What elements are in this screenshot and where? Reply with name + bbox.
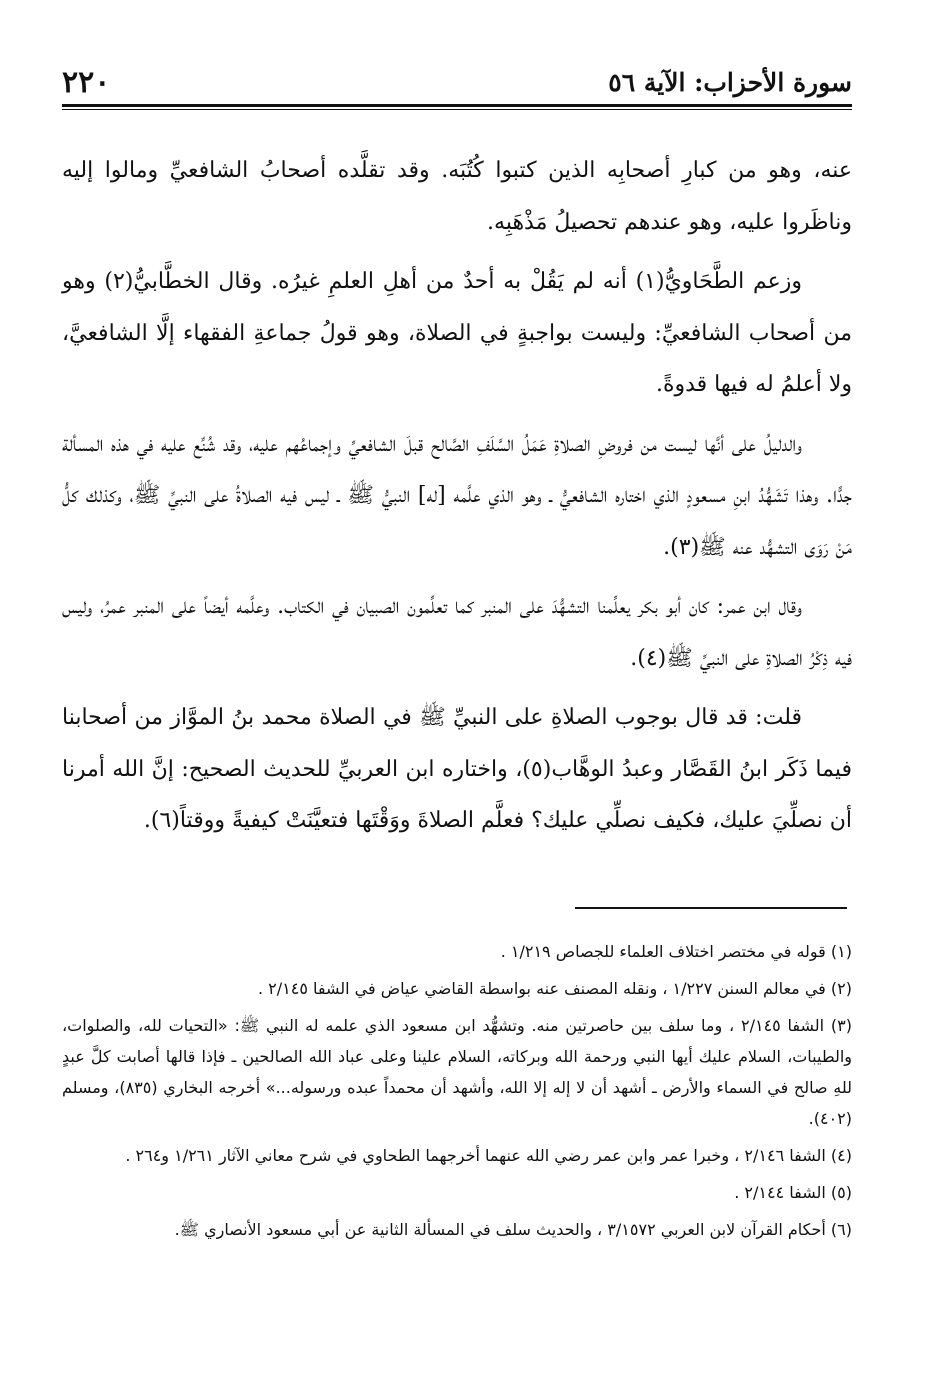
footnote-text: قوله في مختصر اختلاف العلماء للجصاص ١/٢١٩ . bbox=[500, 942, 826, 961]
paragraph: قلت: قد قال بوجوب الصلاةِ على النبيِّ ﷺ في الصلاة محمد بنُ الموَّاز من أصحابنا فيما ذَكَر ابنُ القَصَّار وعبدُ الوهَّاب(٥)، واختاره ابن العربيِّ للحديث الصحيح: إنَّ الله أمرنا أن نصلِّيَ عليك، فكيف نصلِّي عليك؟ فعلَّم الصلاةَ ووَقْتَها فتعيَّنَتْ كيفيةً ووقتاً(٦). bbox=[62, 705, 852, 833]
footnote-5 bbox=[62, 1177, 852, 1208]
main-text bbox=[62, 145, 852, 855]
footnote-divider bbox=[575, 907, 847, 909]
footnote-number: (٥) bbox=[830, 1183, 852, 1202]
footnote-4 bbox=[62, 1140, 852, 1171]
footnote-text: الشفا ٢/١٤٤ . bbox=[734, 1183, 826, 1202]
header-divider bbox=[62, 104, 852, 110]
footnote-text: الشفا ٢/١٤٥ ، وما سلف بين حاصرتين منه. وتشهُّد ابن مسعود الذي علمه له النبي ﷺ: «التحيات لله، والصلوات، والطيبات، السلام عليك أيها النبي ورحمة الله وبركاته، السلام علينا وعلى عباد الله الصالحين ـ فإذا قالها أصابت كلَّ عبدٍ للهِ صالح في السماء والأرض ـ أشهد أن لا إله إلا الله، وأشهد أن محمداً عبده ورسوله...» أخرجه البخاري (٨٣٥)، ومسلم (٤٠٢). bbox=[62, 1016, 852, 1128]
footnote-1 bbox=[62, 936, 852, 967]
paragraph: والدليلُ على أنَّها ليست من فروضِ الصلاةِ عَمَلُ السَّلَفِ الصَّالح قبلَ الشافعيِّ وإجماعُهم عليه، وقد شُنِّع عليه في هذه المسألة جدًّا. وهذا تَشَهُّدُ ابنِ مسعودٍ الذي اختاره الشافعيُّ ـ وهو الذي علَّمه [له] النبيُّ ﷺ ـ ليس فيه الصلاةُ على النبيِّ ﷺ، وكذلك كلُّ مَنْ رَوَى التشهُّد عنه ﷺ(٣). bbox=[62, 431, 852, 560]
page-number: ٢٢٠ bbox=[62, 64, 111, 100]
footnote-number: (١) bbox=[830, 942, 852, 961]
footnote-number: (٣) bbox=[830, 1016, 852, 1035]
paragraph: وزعم الطَّحَاويُّ(١) أنه لم يَقُلْ به أحدٌ من أهلِ العلمِ غيرُه. وقال الخطَّابيُّ(٢) وهو من أصحاب الشافعيِّ: وليست بواجبةٍ في الصلاة، وهو قولُ جماعةِ الفقهاء إلَّا الشافعيَّ، ولا أعلمُ له فيها قدوةً. bbox=[62, 269, 852, 397]
footnotes bbox=[62, 936, 852, 1251]
footnote-number: (٦) bbox=[830, 1220, 852, 1239]
running-title: سورة الأحزاب: الآية ٥٦ bbox=[608, 67, 852, 97]
footnote-number: (٤) bbox=[830, 1146, 852, 1165]
footnote-text: أحكام القرآن لابن العربي ٣/١٥٧٢ ، والحديث سلف في المسألة الثانية عن أبي مسعود الأنصاري ﷺ. bbox=[174, 1220, 826, 1239]
footnote-6 bbox=[62, 1214, 852, 1245]
footnote-number: (٢) bbox=[830, 979, 852, 998]
page-header bbox=[62, 62, 852, 102]
paragraph: عنه، وهو من كبارِ أصحابِه الذين كتبوا كُتُبَه. وقد تقلَّده أصحابُ الشافعيِّ ومالوا إليه وناظَروا عليه، وهو عندهم تحصيلُ مَذْهَبِه. bbox=[62, 158, 852, 235]
footnote-text: الشفا ٢/١٤٦ ، وخبرا عمر وابن عمر رضي الله عنهما أخرجهما الطحاوي في شرح معاني الآثار ١/٢٦١ و٢٦٤ . bbox=[125, 1146, 826, 1165]
footnote-3 bbox=[62, 1010, 852, 1134]
paragraph: وقال ابن عمر: كان أبو بكر يعلِّمنا التشهُّدَ على المنبر كما تعلِّمون الصبيان في الكتاب. وعلَّمه أيضاً على المنبر عمرُ، وليس فيه ذِكْرُ الصلاةِ على النبيِّ ﷺ(٤). bbox=[62, 594, 852, 671]
footnote-text: في معالم السنن ١/٢٢٧ ، ونقله المصنف عنه بواسطة القاضي عياض في الشفا ٢/١٤٥ . bbox=[257, 979, 826, 998]
footnote-2 bbox=[62, 973, 852, 1004]
